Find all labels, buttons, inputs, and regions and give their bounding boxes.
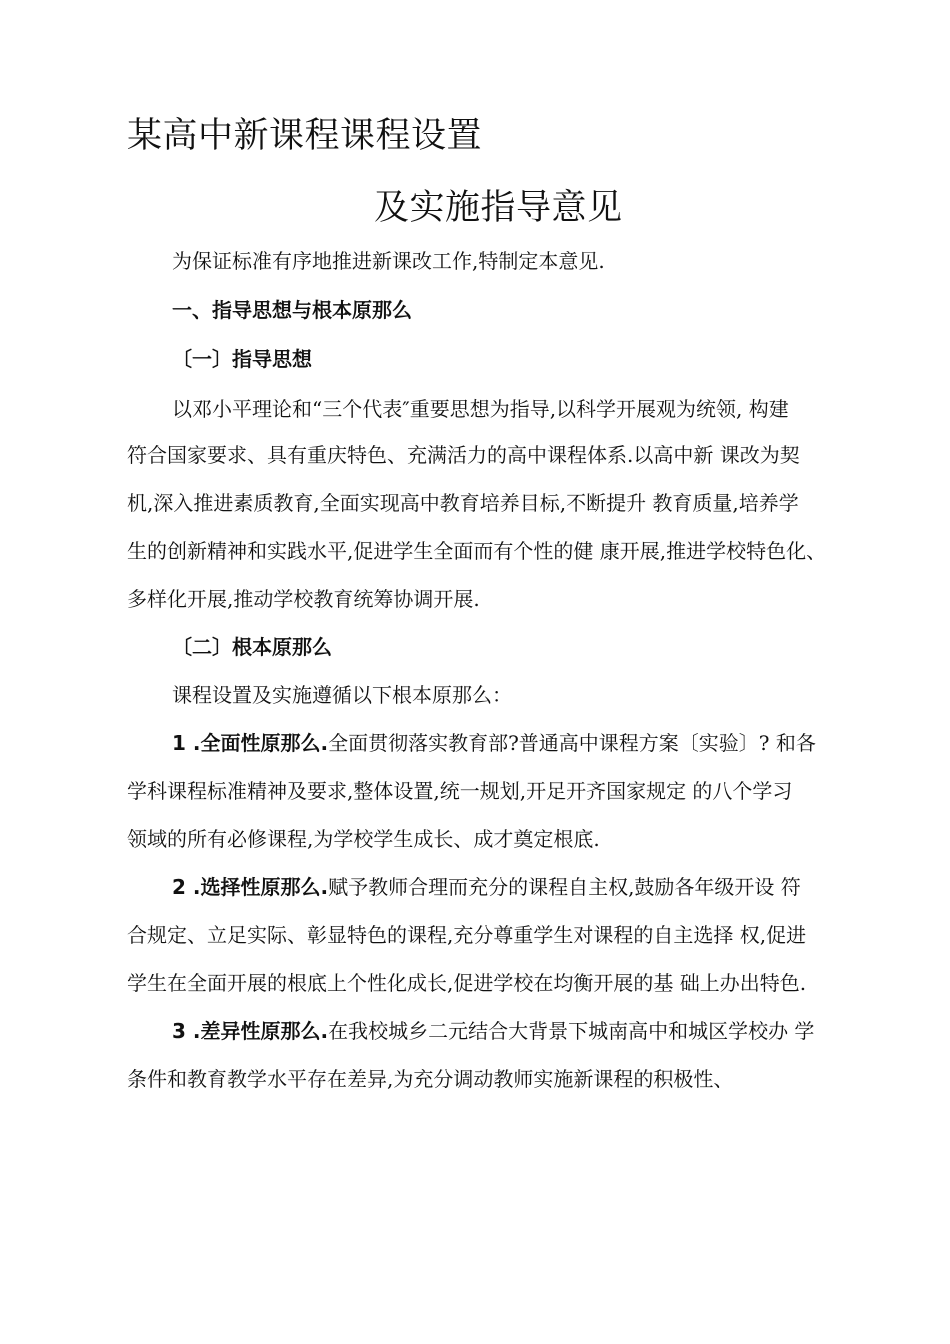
- subsection-1-line-2: 符合国家要求、具有重庆特色、充满活力的高中课程体系.以高中新 课改为契: [127, 443, 800, 467]
- subsection-1-heading: 〔一〕指导思想: [172, 347, 312, 371]
- principle-1-lead: 1 .全面性原那么.: [172, 731, 329, 755]
- principle-2-lead: 2 .选择性原那么.: [172, 875, 329, 899]
- document-title-line-2: 及实施指导意见: [374, 188, 623, 228]
- principle-3-first-text: 在我校城乡二元结合大背景下城南高中和城区学校办 学: [328, 1019, 815, 1043]
- subsection-2-heading: 〔二〕根本原那么: [172, 635, 332, 659]
- subsection-1-line-1: 以邓小平理论和“三个代表″重要思想为指导,以科学开展观为统领, 构建: [172, 397, 789, 421]
- principle-1-line-3: 领域的所有必修课程,为学校学生成长、成才奠定根底.: [127, 827, 600, 851]
- principle-3-lead: 3 .差异性原那么.: [172, 1019, 329, 1043]
- principle-3-line-2: 条件和教育教学水平存在差异,为充分调动教师实施新课程的积极性、: [127, 1067, 734, 1091]
- principle-2-line-2: 合规定、立足实际、彰显特色的课程,充分尊重学生对课程的自主选择 权,促进: [127, 923, 807, 947]
- principle-2-line-1: [172, 872, 801, 902]
- subsection-1-line-4: 生的创新精神和实践水平,促进学生全面而有个性的健 康开展,推进学校特色化、: [127, 539, 827, 563]
- document-title-line-1: 某高中新课程课程设置: [127, 116, 483, 156]
- subsection-2-intro: 课程设置及实施遵循以下根本原那么：: [172, 683, 512, 707]
- principle-2-first-text: 赋予教师合理而充分的课程自主权,鼓励各年级开设 符: [328, 875, 801, 899]
- principle-2-line-3: 学生在全面开展的根底上个性化成长,促进学校在均衡开展的基 础上办出特色.: [127, 971, 807, 995]
- subsection-1-line-5: 多样化开展,推动学校教育统筹协调开展.: [127, 587, 480, 611]
- section-1-heading: 一、指导思想与根本原那么: [172, 298, 412, 322]
- principle-1-first-text: 全面贯彻落实教育部?普通高中课程方案〔实验〕? 和各: [328, 731, 816, 755]
- principle-3-line-1: [172, 1016, 814, 1046]
- principle-1-line-1: [172, 728, 816, 758]
- subsection-1-line-3: 机,深入推进素质教育,全面实现高中教育培养目标,不断提升 教育质量,培养学: [127, 491, 799, 515]
- intro-paragraph: 为保证标准有序地推进新课改工作,特制定本意见.: [172, 249, 605, 273]
- principle-1-line-2: 学科课程标准精神及要求,整体设置,统一规划,开足开齐国家规定 的八个学习: [127, 779, 793, 803]
